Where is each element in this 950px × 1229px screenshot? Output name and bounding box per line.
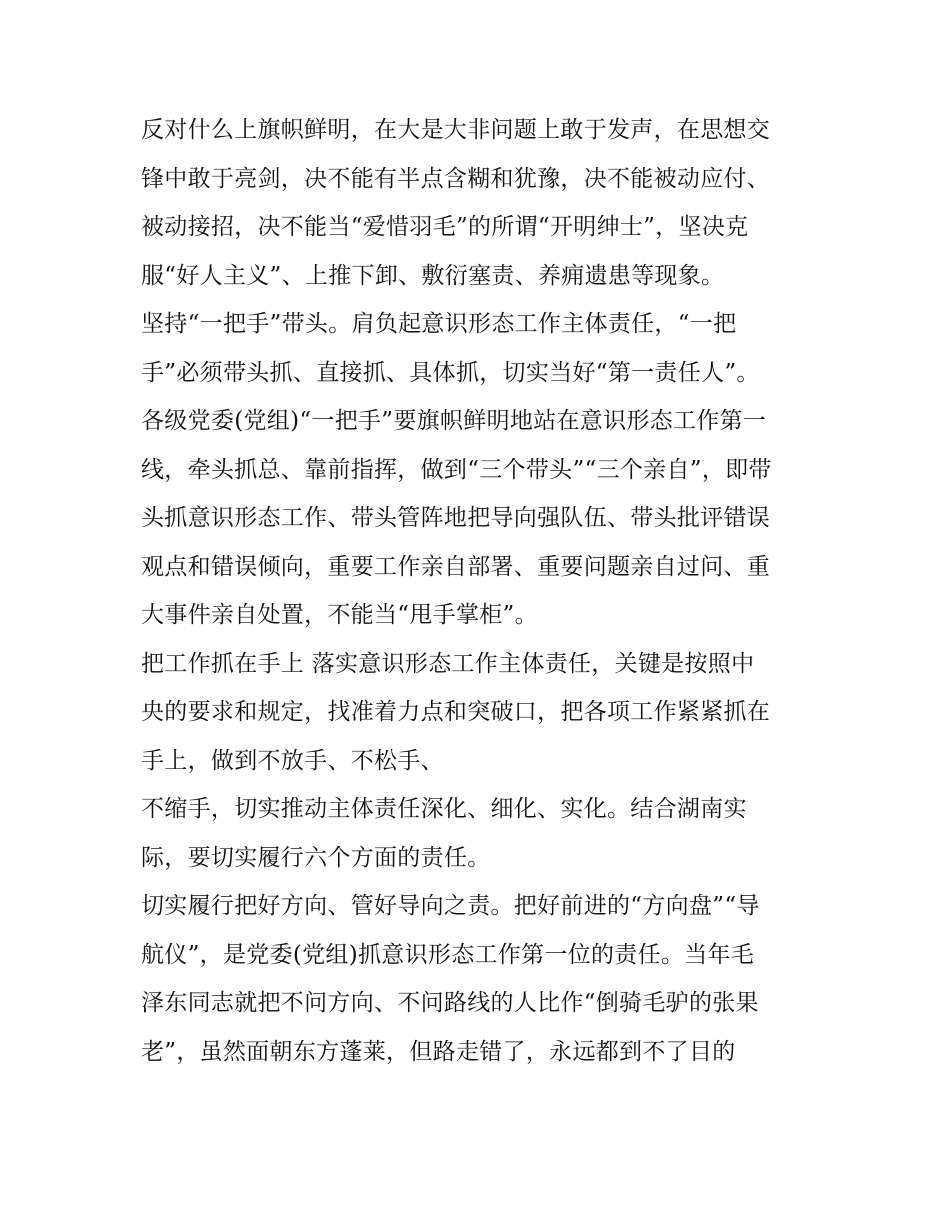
text-line: 际，要切实履行六个方面的责任。 (141, 844, 491, 871)
text-line: 不缩手，切实推动主体责任深化、细化、实化。结合湖南实 (141, 796, 747, 822)
text-line: 老”，虽然面朝东方蓬莱，但路走错了，永远都到不了目的 (141, 1038, 736, 1065)
text-line: 被动接招，决不能当“爱惜羽毛”的所谓“开明绅士”，坚决克 (141, 214, 749, 240)
text-line: 手上，做到不放手、不松手、 (141, 747, 444, 774)
text-line: 锋中敢于亮剑，决不能有半点含糊和犹豫，决不能被动应付、 (141, 165, 771, 192)
text-line: 航仪”，是党委(党组)抓意识形态工作第一位的责任。当年毛 (141, 941, 755, 968)
text-line: 大事件亲自处置，不能当“甩手掌柜”。 (141, 602, 538, 628)
text-line: 观点和错误倾向，重要工作亲自部署、重要问题亲自过问、重 (141, 553, 771, 580)
text-line: 手”必须带头抓、直接抓、具体抓，切实当好“第一责任人”。 (141, 359, 760, 386)
text-line: 泽东同志就把不问方向、不问路线的人比作“倒骑毛驴的张果 (141, 990, 759, 1016)
text-line: 央的要求和规定，找准着力点和突破口，把各项工作紧紧抓在 (141, 699, 771, 725)
text-line: 把工作抓在手上 落实意识形态工作主体责任，关键是按照中 (141, 650, 755, 677)
body-text (141, 106, 821, 1076)
text-line: 头抓意识形态工作、带头管阵地把导向强队伍、带头批评错误 (141, 505, 771, 531)
text-line: 反对什么上旗帜鲜明，在大是大非问题上敢于发声，在思想交 (141, 117, 771, 143)
text-line: 切实履行把好方向、管好导向之责。把好前进的“方向盘”“导 (141, 893, 760, 919)
text-line: 坚持“一把手”带头。肩负起意识形态工作主体责任，“一把 (141, 311, 737, 337)
text-line: 各级党委(党组)“一把手”要旗帜鲜明地站在意识形态工作第一 (141, 408, 767, 434)
text-line: 线，牵头抓总、靠前指挥，做到“三个带头”“三个亲自”，即带 (141, 456, 772, 483)
text-line: 服“好人主义”、上推下卸、敷衍塞责、养痈遗患等现象。 (141, 262, 725, 289)
